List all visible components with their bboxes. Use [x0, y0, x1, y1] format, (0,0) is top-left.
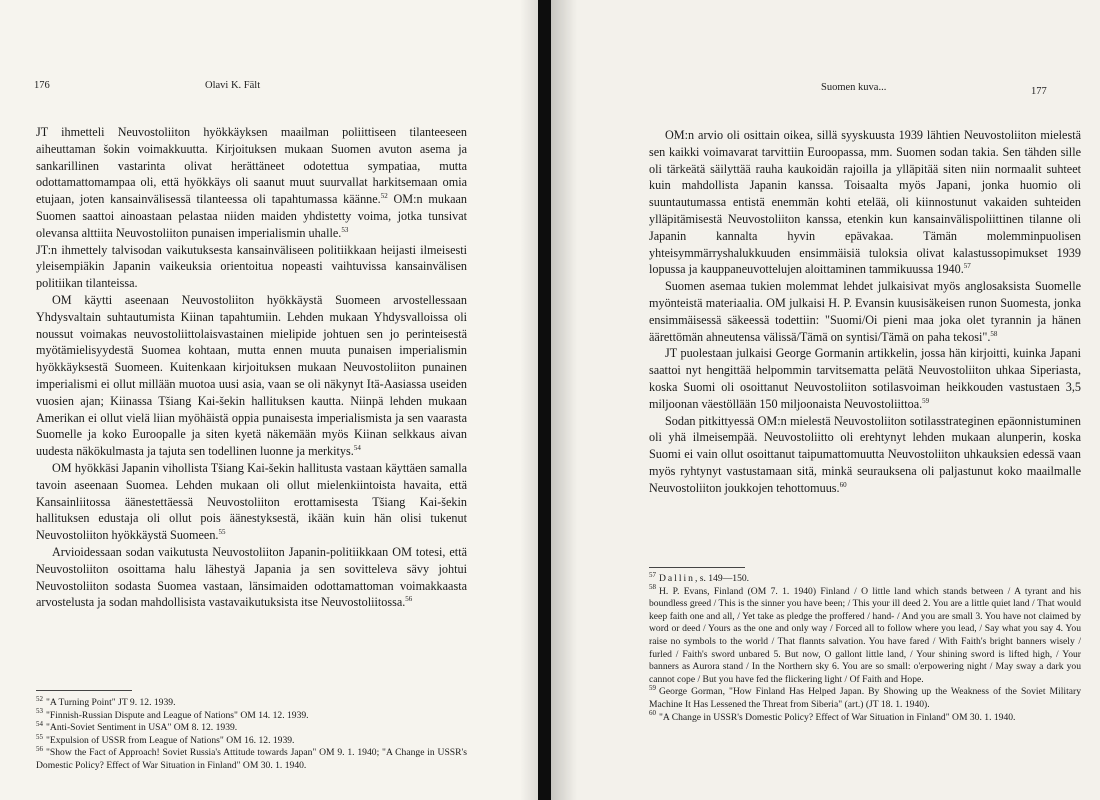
footnote-divider [36, 690, 132, 691]
footnote-ref: 52 [380, 192, 388, 201]
paragraph-text: OM:n mukaan Suomen saattoi ainoastaan pelastaa niiden maiden yhdistetty voima, jotka tunsivat olevansa alttiita Neuvostoliiton punaisen imperialismin uhalle. [36, 192, 467, 240]
footnote-text: , s. 149—150. [694, 573, 750, 584]
footnote-ref: 57 [963, 262, 971, 271]
footnote-text: "Finnish-Russian Dispute and League of Nations" OM 14. 12. 1939. [46, 709, 309, 721]
paragraph [649, 278, 1081, 345]
footnote [649, 570, 1081, 586]
footnotes [649, 570, 1081, 724]
footnote-number: 56 [36, 745, 43, 754]
paragraph [649, 413, 1081, 497]
footnote-text: "A Change in USSR's Domestic Policy? Effect of War Situation in Finland" OM 30. 1. 1940. [659, 711, 1016, 723]
paragraph [36, 242, 467, 292]
gutter-shadow [520, 0, 538, 800]
footnote [36, 722, 467, 735]
footnote-author: Dallin [659, 573, 695, 584]
paragraph [36, 544, 467, 611]
right-page [551, 0, 1100, 800]
footnote-ref: 56 [405, 595, 413, 604]
footnotes [36, 694, 467, 773]
footnote-ref: 53 [341, 225, 349, 234]
footnote-text: H. P. Evans, Finland (OM 7. 1. 1940) Finland / O little land which stands between / A tyrant and his boundless greed / This is the sinner you have been; / This your ill deed 2. You are a little quiet land / That would keep faith one and all, / Yet take as pledge the proffered / hand- / And you are small 3. You have not claimed by word or deed / Yours as the one and only way / Forced all to follow where you lead, / Say what you say 4. You raise no symbols to the world / That flannts salvation. You have fared / With Faith's bright banners wisely / furled / Faith's sword unbared 5. But now, O gallont little land, / Your shining sword is lifted high, / Your banners as Aurora stand / In the Northern sky 6. You are so small: o'erpowering night / May sway a dark you cannot cope / But you have fed the flickering light / Of Faith and Hope. [649, 585, 1081, 685]
paragraph-text: JT:n ihmettely talvisodan vaikutuksesta kansainväliseen politiikkaan heijasti ilmeisesti yleisempiäkin Japanin vaikeuksia orientoitua nopeasti vaihtuvissa kansainvälisen politiikan tilanteissa. [36, 242, 467, 291]
footnote [36, 707, 467, 723]
footnote-number: 52 [36, 694, 43, 703]
footnote-ref: 55 [218, 528, 226, 537]
footnote-text: "Show the Fact of Approach! Soviet Russia's Attitude towards Japan" OM 9. 1. 1940; "A Change in USSR's Domestic Policy? Effect of War Situation in Finland" OM 30. 1. 1940. [36, 747, 467, 771]
footnote-number: 57 [649, 570, 656, 579]
paragraph [649, 345, 1081, 412]
footnote [36, 694, 467, 710]
footnote-text: George Gorman, "How Finland Has Helped Japan. By Showing up the Weakness of the Soviet Military Machine It Has Lessened the Threat from Siberia" (art.) (JT 18. 1. 1940). [649, 686, 1081, 710]
footnote [649, 709, 1081, 725]
footnote [36, 747, 467, 772]
footnote-number: 59 [649, 684, 656, 693]
paragraph [36, 292, 467, 460]
paragraph [36, 460, 467, 544]
paragraph-text: Sodan pitkittyessä OM:n mielestä Neuvostoliiton sotilasstrateginen epäonnistuminen oli yhä ilmeisempää. Neuvostoliitto oli erehtynyt lehden mukaan alunperin, koska Suomi ei vain ollut osoittanut taipumattomuutta Neuvostoliiton uhkauksien edessä vaan myös ryhtynyt vastustamaan sitä, minkä seurauksena oli paljastunut koko maailmalle Neuvostoliiton joukkojen tehottomuus. [649, 413, 1081, 495]
paragraph-text: JT puolestaan julkaisi George Gormanin artikkelin, jossa hän kirjoitti, kuinka Japani saattoi nyt hengittää helpommin tarvitsematta pelätä Neuvostoliiton uhkaa Siperiasta, koska Suomi oli osoittanut Neuvostoliiton sotilasvoiman heikkouden vastustaen 3,5 miljoonan väestöllään 150 miljoonaista Neuvostoliittoa. [649, 346, 1081, 411]
footnote-text: "Expulsion of USSR from League of Nations" OM 16. 12. 1939. [46, 734, 295, 746]
footnote-ref: 60 [839, 480, 847, 489]
paragraph-text: Arvioidessaan sodan vaikutusta Neuvostoliiton Japanin-politiikkaan OM totesi, että Neuvostoliiton osoittama halu lähestyä Japania ja sen sovitteleva sävy johtui Neuvostoliiton sodasta Suomea vastaan, länsimaiden odottamattoman voimakkaasta arvostelusta ja sodan mahdollisista vastavaikutuksista itse Neuvostoliitossa. [36, 544, 467, 610]
book-gutter [538, 0, 551, 800]
footnote-ref: 54 [353, 444, 361, 453]
footnote [649, 686, 1081, 711]
footnote-text: "A Turning Point" JT 9. 12. 1939. [46, 697, 176, 708]
footnote-number: 55 [36, 732, 43, 741]
footnote-text: "Anti-Soviet Sentiment in USA" OM 8. 12. 1939. [46, 722, 238, 734]
paragraph-text: OM:n arvio oli osittain oikea, sillä syyskuusta 1939 lähtien Neuvostoliiton mielestä sen kaikki voimavarat tarvittiin Euroopassa, mm. Suomen sodan takia. Sen tähden sille oli tärkeätä säilyttää rauha kaukoidän rajoilla ja ylläpitää siten niin normaalit suhteet kuin mahdollista Japanin kanssa. Toisaalta myös Japani, jonka huomio oli suuntautumassa entistä enemmän kohti etelää, oli kiinnostunut vakaiden suhteiden ylläpitämisestä Neuvostoliiton kanssa, etenkin kun kansainvälispoliittinen tilanne oli Japanin kannalta hyvin epävakaa. Tämän molemminpuolisen yhteisymmärryshalukkuuden ensimmäisiä tuloksia olivat kalastussopimukset 1939 lopussa ja kauppaneuvottelujen aloittaminen tammikuussa 1940. [649, 128, 1081, 277]
paragraph [649, 127, 1081, 278]
page-number: 177 [1031, 86, 1047, 97]
gutter-shadow [551, 0, 577, 800]
footnote-ref: 58 [990, 329, 998, 338]
paragraph-text: JT ihmetteli Neuvostoliiton hyökkäyksen maailman poliittiseen tilanteeseen aiheuttaman šokin voimakkuutta. Kirjoituksen mukaan Suomen avuton asema ja sankarillinen vastarinta olivat herättäneet odotettua sympatiaa, mutta odottamattomampaa oli, että hyökkäys oli saanut muut suurvallat harkitsemaan omia etujaan, joten kansainvälisessä tilanteessa oli tapahtumassa käänne. [36, 125, 467, 207]
paragraph-text: OM käytti aseenaan Neuvostoliiton hyökkäystä Suomeen arvostellessaan Yhdysvaltain suhtautumista Kiinan tapahtumiin. Lehden mukaan Yhdysvalloissa oli noussut voimakas neuvostoliittolaisvastainen mielipide johtuen sen jo perinteisestä myötämielisyydestä Suomea kohtaan, mutta ennen muuta punaisen imperialismin hyökkäyksestä Suomeen. Kuitenkaan kirjoituksen mukaan Neuvostoliiton punainen imperialismi ei ollut millään muotoa uusi asia, vaan se oli näkynyt Itä-Aasiassa useiden vuosien ajan; Kiinassa Tšiang Kai-šekin hallituksen kautta. Niinpä lehden mukaan Amerikan ei ollut vielä liian myöhäistä oppia punaisesta imperialismista ja sen vaarasta Suomelle ja koko Euroopalle ja siten kyetä näkemään myös Kiinan selkkaus aivan uudesta näkökulmasta ja tajuta sen todellinen luonne ja merkitys. [36, 292, 467, 459]
footnote-number: 53 [36, 707, 43, 716]
footnote [649, 583, 1081, 687]
paragraph [36, 124, 467, 242]
paragraph-text: Suomen asemaa tukien molemmat lehdet julkaisivat myös anglosaksista Suomelle myönteistä materiaalia. OM julkaisi H. P. Evansin kuusisäkeisen runon Suomesta, jonka ensimmäisessä säkeessä todettiin: "Suomi/Oi pieni maa joka olet tyrannin ja hänen äärettömän ahneutensa välissä/Tämä on syntisi/Tämä on paha tekosi". [649, 279, 1081, 344]
footnote-divider [649, 567, 745, 568]
page-number: 176 [34, 80, 50, 91]
body-text [649, 127, 1081, 497]
running-header: Suomen kuva... [821, 82, 887, 93]
footnote-number: 54 [36, 720, 43, 728]
paragraph-text: OM hyökkäsi Japanin vihollista Tšiang Kai-šekin hallitusta vastaan käyttäen samalla tavoin aseenaan Suomea. Lehden mukaan oli ollut mielenkiintoista havaita, että Kansainliitossa äänestettäessä Neuvostoliiton erottamisesta Tšiang Kai-šekin hallituksen edustaja oli ollut pois äänestyksestä, ikään kuin hän olisi tukenut Neuvostoliiton hyökkäystä Suomeen. [36, 460, 467, 543]
footnote-ref: 59 [922, 396, 930, 405]
running-header: Olavi K. Fält [205, 80, 261, 91]
footnote-number: 58 [649, 583, 656, 592]
footnote-number: 60 [649, 709, 656, 718]
footnote [36, 732, 467, 748]
left-page [0, 0, 538, 800]
body-text [36, 124, 467, 611]
